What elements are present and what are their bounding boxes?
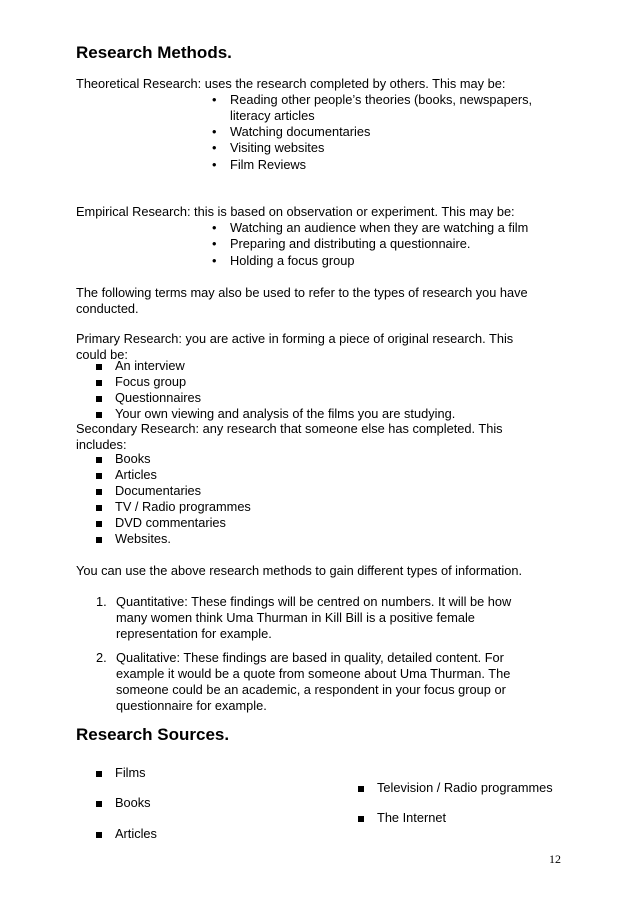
bullet-square-icon	[96, 358, 102, 374]
list-number: 1.	[96, 594, 107, 609]
page-number: 12	[549, 852, 561, 866]
bullet-square-icon	[96, 826, 102, 842]
theoretical-research-intro: Theoretical Research: uses the research completed by others. This may be:	[76, 76, 506, 91]
document-page: Research Methods. Theoretical Research: uses the research completed by others. This may be: • Reading other people’s theories (books, newspapers, literacy articles • Watching documentaries • Visiting websites • Film Reviews Empirical Research: this is based on observation or experiment. This may be: • Watching an audience when they are watching a film • Preparing and distributing a questionnaire. • Holding a focus group The following terms may also be used to refer to the types of research you have conducted. Primary Research: you are active in forming a piece of original research. This could be: An interview Focus group Questionnaires Your own viewing and analysis of the films you are studying. Secondary Research: any research that someone else has completed. This includes: Books Articles Documentaries TV / Radio programmes DVD commentaries Websites. You can use the above research methods to gain different types of information. 1. Quantitative: These findings will be centred on numbers. It will be how many women think Uma Thurman in Kill Bill is a positive female representation for example. 2. Qualitative: These findings are based in quality, detailed content. For example it would be a quote from someone about Uma Thurman. The someone could be an academic, a respondent in your focus group or questionnaire for example. Research Sources. Films Books Articles Television / Radio programmes The Internet 12	[76, 43, 561, 866]
empirical-research-intro: Empirical Research: this is based on observation or experiment. This may be:	[76, 204, 515, 219]
bullet-dot-icon: •	[212, 92, 217, 107]
methods-note: You can use the above research methods to gain different types of information.	[76, 563, 523, 578]
research-methods-heading: Research Methods.	[76, 43, 232, 62]
bullet-dot-icon: •	[212, 157, 217, 172]
bullet-dot-icon: •	[212, 236, 217, 251]
terms-intro: The following terms may also be used to refer to the types of research you have conducted.	[76, 285, 528, 316]
bullet-square-icon	[96, 467, 102, 483]
bullet-square-icon	[96, 374, 102, 390]
bullet-square-icon	[358, 810, 364, 826]
list-number: 2.	[96, 650, 107, 665]
bullet-square-icon	[96, 515, 102, 531]
bullet-dot-icon: •	[212, 253, 217, 268]
bullet-square-icon	[358, 780, 364, 796]
bullet-square-icon	[96, 765, 102, 781]
bullet-square-icon	[96, 483, 102, 499]
bullet-dot-icon: •	[212, 140, 217, 155]
bullet-square-icon	[96, 406, 102, 422]
bullet-square-icon	[96, 499, 102, 515]
bullet-square-icon	[96, 531, 102, 547]
bullet-dot-icon: •	[212, 124, 217, 139]
bullet-square-icon	[96, 451, 102, 467]
bullet-dot-icon: •	[212, 220, 217, 235]
bullet-square-icon	[96, 390, 102, 406]
research-sources-heading: Research Sources.	[76, 725, 230, 744]
bullet-square-icon	[96, 795, 102, 811]
primary-research-intro: Primary Research: you are active in forming a piece of original research. This could be:	[76, 331, 514, 362]
secondary-research-intro: Secondary Research: any research that someone else has completed. This includes:	[76, 421, 503, 452]
